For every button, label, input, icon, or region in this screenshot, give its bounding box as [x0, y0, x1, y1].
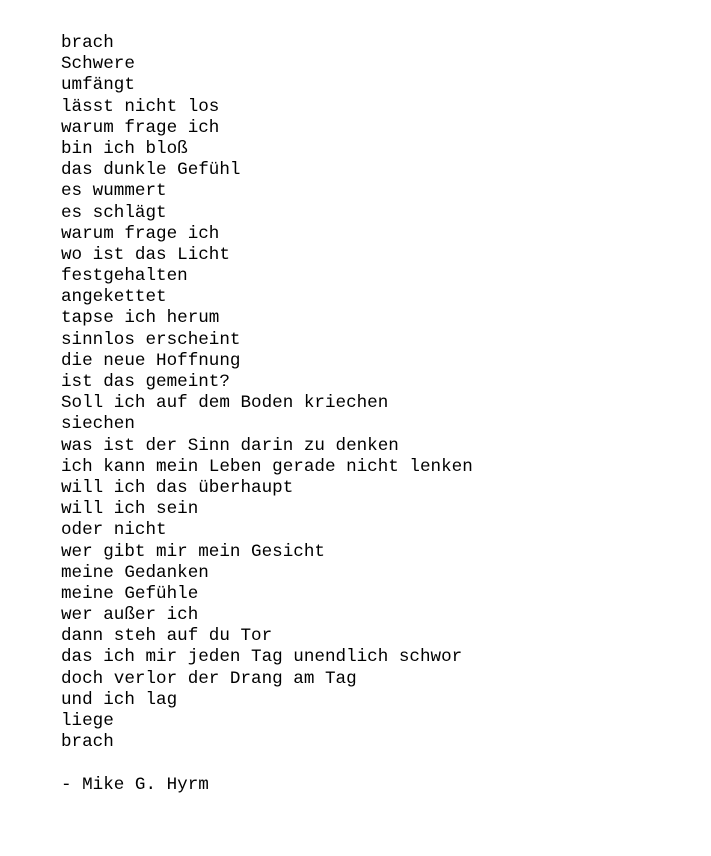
poem-line: umfängt [61, 75, 135, 96]
poem-line: es wummert [61, 181, 167, 202]
poem-line: doch verlor der Drang am Tag [61, 668, 357, 689]
poem-page [61, 33, 691, 796]
poem-author: - Mike G. Hyrm [61, 774, 209, 795]
poem-line: brach [61, 732, 114, 753]
poem-line: siechen [61, 414, 135, 435]
poem-line: Schwere [61, 54, 135, 75]
poem-line: sinnlos erscheint [61, 329, 241, 350]
poem-line: es schlägt [61, 202, 167, 223]
poem-line: was ist der Sinn darin zu denken [61, 435, 399, 456]
poem-line: oder nicht [61, 520, 167, 541]
poem-line: will ich sein [61, 499, 199, 520]
poem-line: angekettet [61, 287, 167, 308]
poem-line: meine Gedanken [61, 562, 209, 583]
poem-line: das dunkle Gefühl [61, 160, 241, 181]
stanza-gap [61, 753, 691, 774]
poem-line: meine Gefühle [61, 583, 199, 604]
poem-line: tapse ich herum [61, 308, 220, 329]
poem-line: wer außer ich [61, 605, 199, 626]
poem-line: und ich lag [61, 689, 178, 710]
poem-line: will ich das überhaupt [61, 477, 294, 498]
poem-body [61, 33, 691, 753]
poem-line: wer gibt mir mein Gesicht [61, 541, 325, 562]
poem-line: dann steh auf du Tor [61, 626, 273, 647]
poem-line: wo ist das Licht [61, 244, 230, 265]
poem-line: liege [61, 711, 114, 731]
poem-line: warum frage ich [61, 117, 220, 138]
poem-line: festgehalten [61, 266, 188, 287]
poem-line: Soll ich auf dem Boden kriechen [61, 393, 389, 414]
poem-line: lässt nicht los [61, 96, 220, 117]
poem-line: brach [61, 33, 114, 53]
poem-line: warum frage ich [61, 223, 220, 244]
poem-line: die neue Hoffnung [61, 350, 241, 371]
poem-line: ist das gemeint? [61, 372, 230, 392]
poem-line: ich kann mein Leben gerade nicht lenken [61, 456, 473, 477]
poem-line: bin ich bloß [61, 138, 188, 159]
poem-line: das ich mir jeden Tag unendlich schwor [61, 647, 463, 668]
